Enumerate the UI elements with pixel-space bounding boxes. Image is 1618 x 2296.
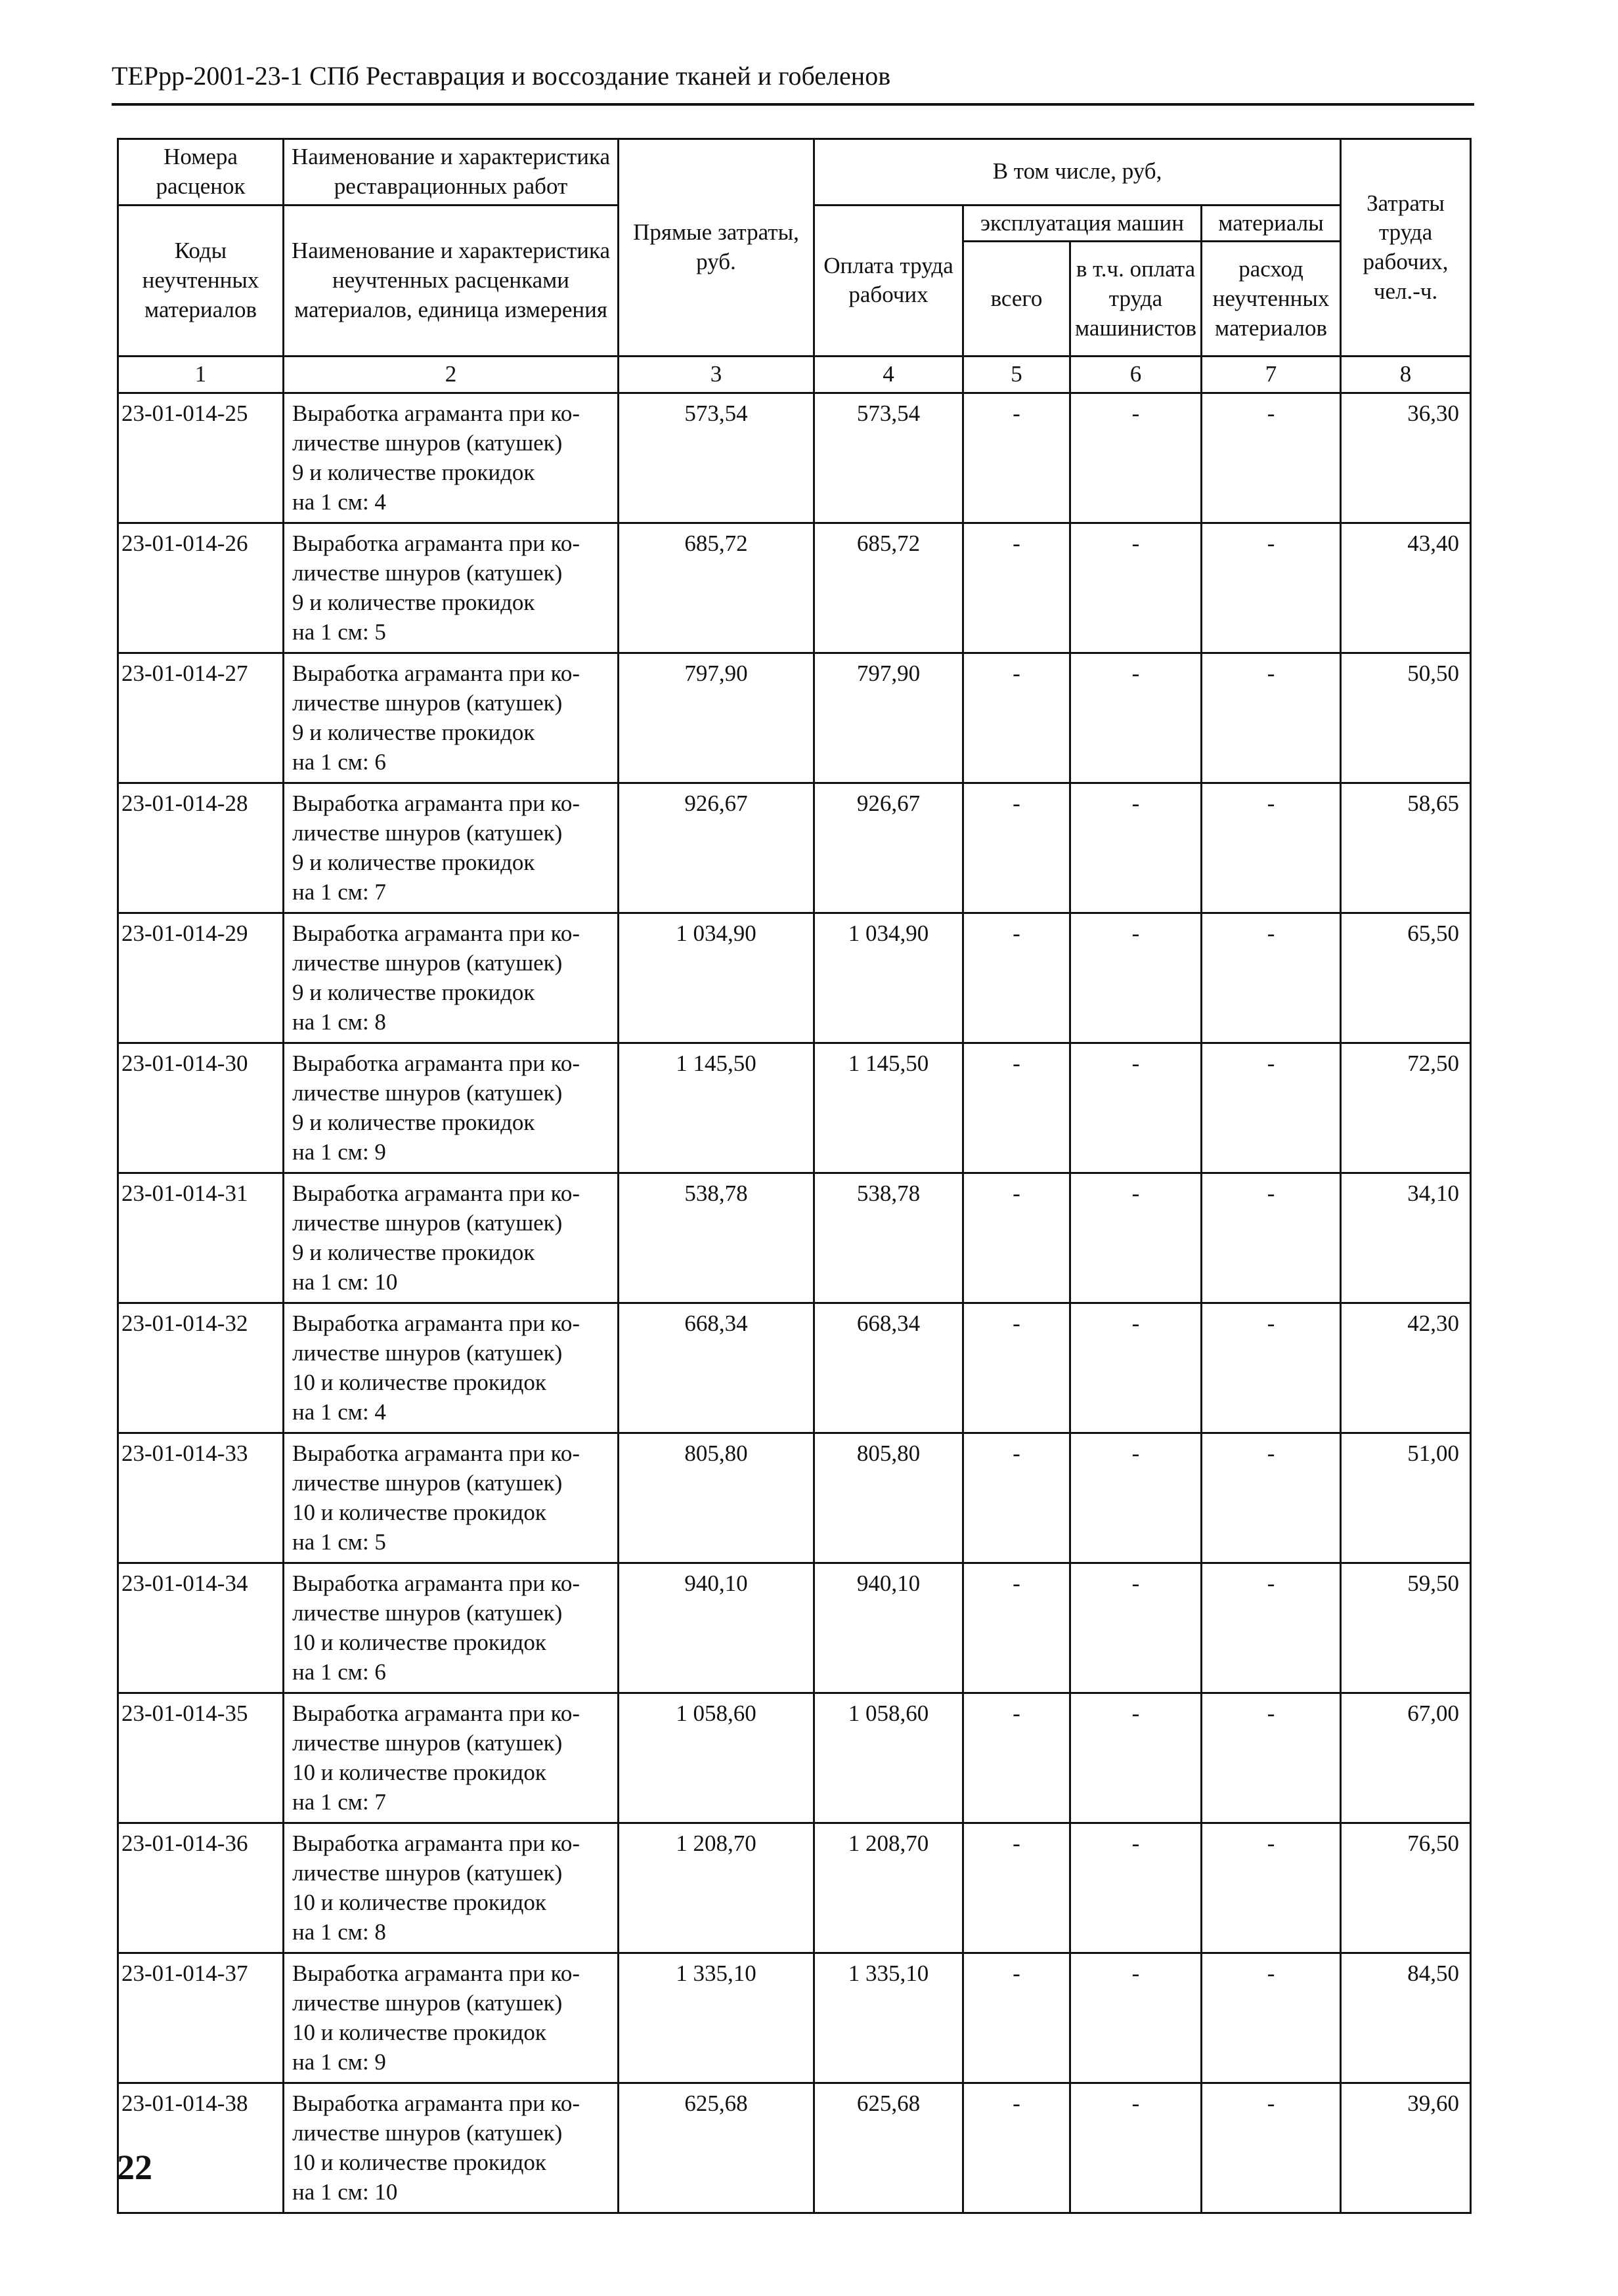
header-materials-use: расход неучтенных материалов (1202, 242, 1341, 357)
work-description-line: Выработка аграманта при ко- (292, 401, 580, 427)
machinist-pay: - (1070, 1043, 1202, 1173)
materials-use: - (1202, 1173, 1341, 1303)
header-labor-pay: Оплата труда рабочих (814, 205, 963, 357)
labor-hours: 39,60 (1341, 2083, 1471, 2213)
labor-hours: 72,50 (1341, 1043, 1471, 1173)
work-description-line: Выработка аграманта при ко- (292, 531, 580, 557)
work-description-line: личестве шнуров (катушек) (292, 1079, 563, 1106)
header-including: В том числе, руб, (814, 139, 1341, 206)
work-description-line: личестве шнуров (катушек) (292, 1989, 563, 2016)
header-machines: эксплуатация машин (963, 205, 1202, 242)
work-description-line: Выработка аграманта при ко- (292, 2090, 580, 2117)
labor-pay: 538,78 (814, 1173, 963, 1303)
work-description-line: личестве шнуров (катушек) (292, 949, 563, 976)
table-row (118, 783, 1471, 913)
materials-use: - (1202, 1303, 1341, 1433)
labor-pay: 573,54 (814, 393, 963, 523)
header-machines-total: всего (963, 242, 1070, 357)
machines-total: - (963, 1693, 1070, 1823)
rate-code: 23-01-014-30 (118, 1043, 284, 1173)
rate-code: 23-01-014-27 (118, 653, 284, 783)
work-description (284, 1043, 619, 1173)
labor-pay: 1 145,50 (814, 1043, 963, 1173)
header-labor-hours: Затраты труда рабочих, чел.-ч. (1341, 139, 1471, 357)
rate-code: 23-01-014-29 (118, 913, 284, 1043)
machines-total: - (963, 1953, 1070, 2083)
direct-cost: 1 034,90 (619, 913, 814, 1043)
work-description-line: Выработка аграманта при ко- (292, 1051, 580, 1077)
work-description-line: личестве шнуров (катушек) (292, 1469, 563, 1496)
machines-total: - (963, 913, 1070, 1043)
work-description-line: 9 и количестве прокидок (292, 589, 535, 615)
table-row (118, 1563, 1471, 1693)
work-description-line: на 1 см: 6 (292, 748, 386, 775)
rate-code: 23-01-014-25 (118, 393, 284, 523)
labor-hours: 43,40 (1341, 523, 1471, 653)
labor-hours: 67,00 (1341, 1693, 1471, 1823)
work-description (284, 1433, 619, 1563)
work-description-line: личестве шнуров (катушек) (292, 1209, 563, 1236)
price-table (117, 138, 1472, 2214)
materials-use: - (1202, 1693, 1341, 1823)
labor-hours: 34,10 (1341, 1173, 1471, 1303)
work-description-line: на 1 см: 10 (292, 1268, 398, 1295)
work-description-line: личестве шнуров (катушек) (292, 1729, 563, 1756)
header-direct-cost: Прямые затраты, руб. (619, 139, 814, 357)
materials-use: - (1202, 523, 1341, 653)
table-row (118, 1433, 1471, 1563)
table-row (118, 653, 1471, 783)
direct-cost: 805,80 (619, 1433, 814, 1563)
column-number: 8 (1341, 357, 1471, 393)
work-description (284, 783, 619, 913)
materials-use: - (1202, 1563, 1341, 1693)
machinist-pay: - (1070, 1693, 1202, 1823)
work-description-line: на 1 см: 7 (292, 1788, 386, 1815)
machines-total: - (963, 1173, 1070, 1303)
work-description-line: 9 и количестве прокидок (292, 1109, 535, 1135)
labor-hours: 42,30 (1341, 1303, 1471, 1433)
labor-hours: 59,50 (1341, 1563, 1471, 1693)
rate-code: 23-01-014-37 (118, 1953, 284, 2083)
rate-code: 23-01-014-26 (118, 523, 284, 653)
direct-cost: 1 145,50 (619, 1043, 814, 1173)
work-description-line: личестве шнуров (катушек) (292, 1339, 563, 1366)
work-description-line: Выработка аграманта при ко- (292, 661, 580, 687)
work-description-line: личестве шнуров (катушек) (292, 1599, 563, 1626)
machinist-pay: - (1070, 523, 1202, 653)
work-description-line: 9 и количестве прокидок (292, 1239, 535, 1265)
table-row (118, 1043, 1471, 1173)
rate-code: 23-01-014-33 (118, 1433, 284, 1563)
labor-hours: 51,00 (1341, 1433, 1471, 1563)
work-description (284, 1563, 619, 1693)
direct-cost: 685,72 (619, 523, 814, 653)
materials-use: - (1202, 393, 1341, 523)
work-description-line: личестве шнуров (катушек) (292, 429, 563, 456)
machines-total: - (963, 1043, 1070, 1173)
table-row (118, 523, 1471, 653)
header-rate-number: Номера расценок (118, 139, 284, 206)
column-number: 3 (619, 357, 814, 393)
table-row (118, 1303, 1471, 1433)
materials-use: - (1202, 2083, 1341, 2213)
work-description-line: личестве шнуров (катушек) (292, 689, 563, 716)
work-description-line: 10 и количестве прокидок (292, 2019, 546, 2045)
work-description-line: 9 и количестве прокидок (292, 459, 535, 485)
work-description (284, 1693, 619, 1823)
table-row (118, 1953, 1471, 2083)
work-description (284, 1823, 619, 1953)
direct-cost: 573,54 (619, 393, 814, 523)
work-description-line: личестве шнуров (катушек) (292, 1859, 563, 1886)
machinist-pay: - (1070, 1823, 1202, 1953)
table-row (118, 1693, 1471, 1823)
header-rule (112, 103, 1474, 106)
machines-total: - (963, 523, 1070, 653)
labor-pay: 1 208,70 (814, 1823, 963, 1953)
machines-total: - (963, 783, 1070, 913)
work-description-line: Выработка аграманта при ко- (292, 1700, 580, 1727)
work-description-line: 10 и количестве прокидок (292, 1499, 546, 1525)
header-material-name: Наименование и характеристика неучтенных расценками материалов, единица измерения (284, 205, 619, 357)
rate-code: 23-01-014-34 (118, 1563, 284, 1693)
work-description-line: Выработка аграманта при ко- (292, 791, 580, 817)
work-description (284, 1303, 619, 1433)
direct-cost: 538,78 (619, 1173, 814, 1303)
machinist-pay: - (1070, 783, 1202, 913)
column-number: 4 (814, 357, 963, 393)
header-machinist-pay: в т.ч. оплата труда машинистов (1070, 242, 1202, 357)
work-description-line: на 1 см: 6 (292, 1658, 386, 1685)
work-description-line: на 1 см: 9 (292, 2048, 386, 2075)
machines-total: - (963, 653, 1070, 783)
labor-hours: 50,50 (1341, 653, 1471, 783)
rate-code: 23-01-014-36 (118, 1823, 284, 1953)
direct-cost: 797,90 (619, 653, 814, 783)
work-description-line: Выработка аграманта при ко- (292, 921, 580, 947)
work-description-line: личестве шнуров (катушек) (292, 2119, 563, 2146)
column-number: 6 (1070, 357, 1202, 393)
work-description (284, 1173, 619, 1303)
table-row (118, 1173, 1471, 1303)
column-number: 1 (118, 357, 284, 393)
work-description-line: 10 и количестве прокидок (292, 1889, 546, 1915)
labor-pay: 1 034,90 (814, 913, 963, 1043)
labor-hours: 58,65 (1341, 783, 1471, 913)
work-description-line: 9 и количестве прокидок (292, 719, 535, 745)
work-description-line: на 1 см: 4 (292, 488, 386, 515)
work-description-line: 10 и количестве прокидок (292, 1369, 546, 1395)
labor-pay: 805,80 (814, 1433, 963, 1563)
work-description (284, 653, 619, 783)
labor-pay: 668,34 (814, 1303, 963, 1433)
materials-use: - (1202, 1043, 1341, 1173)
labor-pay: 1 058,60 (814, 1693, 963, 1823)
work-description-line: личестве шнуров (катушек) (292, 559, 563, 586)
work-description (284, 913, 619, 1043)
work-description-line: 10 и количестве прокидок (292, 2149, 546, 2175)
direct-cost: 926,67 (619, 783, 814, 913)
work-description-line: 9 и количестве прокидок (292, 979, 535, 1005)
work-description-line: на 1 см: 8 (292, 1918, 386, 1945)
machines-total: - (963, 1303, 1070, 1433)
machines-total: - (963, 1563, 1070, 1693)
work-description-line: на 1 см: 10 (292, 2178, 398, 2205)
work-description-line: на 1 см: 4 (292, 1398, 386, 1425)
labor-pay: 940,10 (814, 1563, 963, 1693)
labor-pay: 926,67 (814, 783, 963, 913)
labor-hours: 65,50 (1341, 913, 1471, 1043)
work-description-line: Выработка аграманта при ко- (292, 1310, 580, 1337)
table-row (118, 1823, 1471, 1953)
machinist-pay: - (1070, 913, 1202, 1043)
labor-pay: 685,72 (814, 523, 963, 653)
page-header-title: ТЕРрр-2001-23-1 СПб Реставрация и воссоздание тканей и гобеленов (112, 61, 891, 91)
machinist-pay: - (1070, 1303, 1202, 1433)
materials-use: - (1202, 1953, 1341, 2083)
direct-cost: 625,68 (619, 2083, 814, 2213)
work-description-line: 10 и количестве прокидок (292, 1629, 546, 1655)
materials-use: - (1202, 913, 1341, 1043)
work-description-line: личестве шнуров (катушек) (292, 819, 563, 846)
machines-total: - (963, 393, 1070, 523)
machinist-pay: - (1070, 2083, 1202, 2213)
machinist-pay: - (1070, 1953, 1202, 2083)
rate-code: 23-01-014-38 (118, 2083, 284, 2213)
labor-hours: 76,50 (1341, 1823, 1471, 1953)
machines-total: - (963, 1823, 1070, 1953)
labor-pay: 1 335,10 (814, 1953, 963, 2083)
table-row (118, 393, 1471, 523)
machinist-pay: - (1070, 1173, 1202, 1303)
page-number: 22 (117, 2148, 152, 2187)
work-description-line: Выработка аграманта при ко- (292, 1180, 580, 1207)
labor-pay: 797,90 (814, 653, 963, 783)
materials-use: - (1202, 1823, 1341, 1953)
work-description-line: Выработка аграманта при ко- (292, 1960, 580, 1987)
table-body (118, 393, 1471, 2213)
rate-code: 23-01-014-31 (118, 1173, 284, 1303)
header-material-code: Коды неучтенных материалов (118, 205, 284, 357)
column-number: 7 (1202, 357, 1341, 393)
work-description-line: на 1 см: 8 (292, 1008, 386, 1035)
rate-code: 23-01-014-32 (118, 1303, 284, 1433)
direct-cost: 1 208,70 (619, 1823, 814, 1953)
direct-cost: 1 058,60 (619, 1693, 814, 1823)
rate-code: 23-01-014-35 (118, 1693, 284, 1823)
work-description-line: 9 и количестве прокидок (292, 849, 535, 875)
direct-cost: 1 335,10 (619, 1953, 814, 2083)
work-description (284, 1953, 619, 2083)
header-work-name: Наименование и характеристика реставрационных работ (284, 139, 619, 206)
machinist-pay: - (1070, 1433, 1202, 1563)
materials-use: - (1202, 653, 1341, 783)
work-description-line: Выработка аграманта при ко- (292, 1440, 580, 1467)
work-description-line: Выработка аграманта при ко- (292, 1830, 580, 1857)
direct-cost: 940,10 (619, 1563, 814, 1693)
table-row (118, 913, 1471, 1043)
work-description (284, 523, 619, 653)
column-number: 2 (284, 357, 619, 393)
machinist-pay: - (1070, 393, 1202, 523)
materials-use: - (1202, 783, 1341, 913)
labor-pay: 625,68 (814, 2083, 963, 2213)
machines-total: - (963, 2083, 1070, 2213)
work-description-line: на 1 см: 5 (292, 1528, 386, 1555)
work-description (284, 393, 619, 523)
direct-cost: 668,34 (619, 1303, 814, 1433)
work-description (284, 2083, 619, 2213)
work-description-line: на 1 см: 5 (292, 618, 386, 645)
work-description-line: на 1 см: 7 (292, 878, 386, 905)
work-description-line: на 1 см: 9 (292, 1138, 386, 1165)
machinist-pay: - (1070, 1563, 1202, 1693)
labor-hours: 36,30 (1341, 393, 1471, 523)
column-number: 5 (963, 357, 1070, 393)
rate-code: 23-01-014-28 (118, 783, 284, 913)
machines-total: - (963, 1433, 1070, 1563)
work-description-line: Выработка аграманта при ко- (292, 1570, 580, 1597)
work-description-line: 10 и количестве прокидок (292, 1759, 546, 1785)
labor-hours: 84,50 (1341, 1953, 1471, 2083)
header-materials: материалы (1202, 205, 1341, 242)
machinist-pay: - (1070, 653, 1202, 783)
materials-use: - (1202, 1433, 1341, 1563)
table-row (118, 2083, 1471, 2213)
